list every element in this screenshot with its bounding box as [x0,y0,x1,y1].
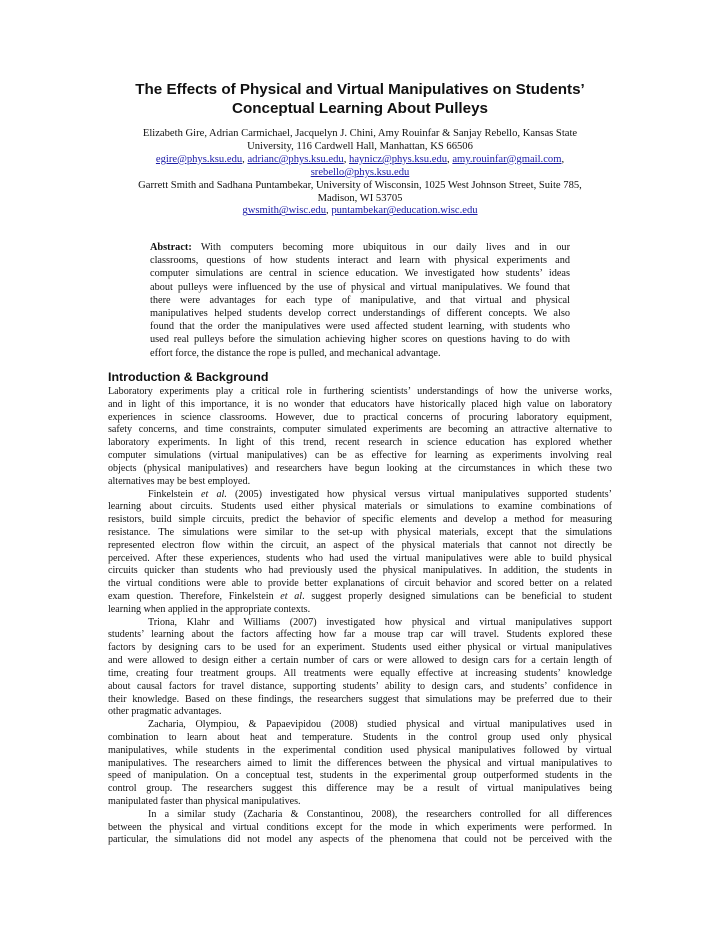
text-line: resistors, build simple circuits, predict the behavior of specific elements and develop a method for measuring [108,514,612,526]
title-line: The Effects of Physical and Virtual Manipulatives on Students’ [135,81,585,98]
abstract-line: used real pulleys before the simulation achieving higher scores on questions having to do with [150,334,570,346]
text-line: manipulatives, while students in the experimental condition used physical manipulatives followed by virtual [108,744,612,756]
text-line: the virtual conditions were able to provide better explanations of circuit behavior and scored better on a related [108,578,612,590]
text-line: experiences in science classrooms. However, due to practical concerns of procuring laboratory equipment, [108,411,612,423]
email-line: gwsmith@wisc.edu, puntambekar@education.wisc.edu [242,205,478,217]
abstract-line: Abstract: With computers becoming more ubiquitous in our daily lives and in our [150,242,570,253]
abstract-label: Abstract: [150,242,192,253]
text-line: students’ learning about the factors affecting how far a mouse trap car will travel. Students explored these [108,629,612,641]
text-line: In a similar study (Zacharia & Constantinou, 2008), the researchers controlled for all differences [148,808,612,820]
text-line: factors by designing cars to be used for an experiment. Students used either physical or virtual manipulatives [108,642,612,654]
text-line: computer simulations (virtual manipulatives) can be as effective for learning as experiments involving real [108,450,612,462]
text-line: Zacharia, Olympiou, & Papaevipidou (2008) studied physical and virtual manipulatives used in [148,719,612,731]
text-line: and in light of this importance, it is no wonder that educators have historically placed high value on laboratory [108,398,612,410]
email-line [100,167,620,180]
text-line: objects (physical manipulatives) and researchers have begun looking at the circumstances in which these two [108,462,612,474]
paper-title [90,80,630,118]
email-link[interactable]: srebello@phys.ksu.edu [310,166,410,178]
abstract [150,241,570,360]
section-heading: Introduction & Background [108,370,269,384]
abstract-line: found that the order the manipulatives were used affected student learning, with students who [150,321,570,333]
abstract-line: computer simulations are central in science education. We investigated how students’ ideas [150,268,570,280]
abstract-line: about pulleys were influenced by the use of physical and virtual manipulatives. We found that [150,281,570,293]
text-line: learning when applied in the appropriate contexts. [108,603,311,615]
email-link[interactable]: adrianc@phys.ksu.edu [247,153,344,165]
text-line: circuits quicker than students who had previously used the physical manipulatives. In addition, the students in [108,565,612,577]
abstract-line: manipulatives helped students develop correct understandings of different concepts. We also [150,307,570,319]
affiliation-line: Elizabeth Gire, Adrian Carmichael, Jacquelyn J. Chini, Amy Rouinfar & Sanjay Rebello, Kansas State [142,128,578,139]
email-link[interactable]: gwsmith@wisc.edu [242,205,327,217]
text-line: represented electron flow within the circuit, an aspect of the physical materials that cannot not directly be [108,539,612,551]
text-line: about causal factors for travel distance, supporting students’ ability to design cars, and students’ confidence in [108,680,612,692]
author-block [100,128,620,218]
title-line: Conceptual Learning About Pulleys [232,100,488,117]
abstract-line: classrooms, questions of how students interact and learn with physical experiments and [150,255,570,267]
text-line: combination to learn about heat and temperature. Students in the control group used only physical [108,731,612,743]
text-line: exam question. Therefore, Finkelstein et al. suggest properly designed simulations can be beneficial to student [108,591,612,602]
text-line: resistance. The simulations were similar to the set-up with physical materials, except that the simulations [108,526,612,538]
text-line: time, creating four treatment groups. All treatments were equally effective at increasing students’ knowledge [108,667,612,679]
email-link[interactable]: puntambekar@education.wisc.edu [331,205,478,217]
text-line: manipulated faster than physical manipulatives. [108,796,301,807]
text-line: learning about circuits. Students used either physical materials or simulations to examine combinations of [108,501,612,513]
text-line: alternatives may be best employed. [108,475,251,487]
text-line: control group. The researchers suggest this difference may be a result of virtual manipulatives being [108,783,612,795]
email-link[interactable]: haynicz@phys.ksu.edu [349,153,448,165]
text-line: safety concerns, and time constraints, computer simulated experiments are becoming an attractive alternative to [108,424,612,436]
text-line: laboratory experiments. In light of this trend, recent research in science education has explored whether [108,437,612,449]
text-line: speed of manipulation. On a conceptual test, students in the experimental group outperformed students in the [108,770,612,782]
abstract-line: effort force, the distance the rope is pulled, and mechanical advantage. [150,347,441,359]
text-line: Laboratory experiments play a critical role in furthering scientists’ understandings of how the universe works, [108,386,612,397]
text-line: Triona, Klahr and Williams (2007) investigated how physical and virtual manipulatives support [148,616,612,628]
text-line: between the physical and virtual conditions except for the mode in which experiments were performed. In [108,821,612,833]
affiliation-line: University, 116 Cardwell Hall, Manhattan, KS 66506 [247,140,473,152]
email-link[interactable]: egire@phys.ksu.edu [155,153,243,165]
text-line: particular, the simulations did not model any aspects of the phenomena that could not be perceived with the [108,834,612,846]
body-text [108,386,612,847]
email-line: egire@phys.ksu.edu, adrianc@phys.ksu.edu, haynicz@phys.ksu.edu, amy.rouinfar@gmail.com, [155,153,565,165]
affiliation-line: Madison, WI 53705 [317,192,403,204]
affiliation-line: Garrett Smith and Sadhana Puntambekar, University of Wisconsin, 1025 West Johnson Street, Suite 785, [138,179,582,191]
text-line: Finkelstein et al. (2005) investigated how physical versus virtual manipulatives supported students’ [148,488,612,500]
text-line: perceived. After these experiences, students who had used the virtual manipulatives were able to build physical [108,552,612,564]
text-line: and were allowed to design either a certain number of cars or were allowed to design cars for a certain length of [108,655,612,667]
text-line: other pragmatic advantages. [108,706,222,718]
abstract-line: there were advantages for each type of manipulative, and that virtual and physical [150,294,570,306]
text-line: manipulatives. The researchers aimed to limit the differences between the physical and virtual manipulatives to [108,757,612,769]
email-link[interactable]: amy.rouinfar@gmail.com [452,153,562,165]
text-line: their knowledge. Based on these findings, the researchers suggest that simulations may be preferred due to their [108,693,612,705]
